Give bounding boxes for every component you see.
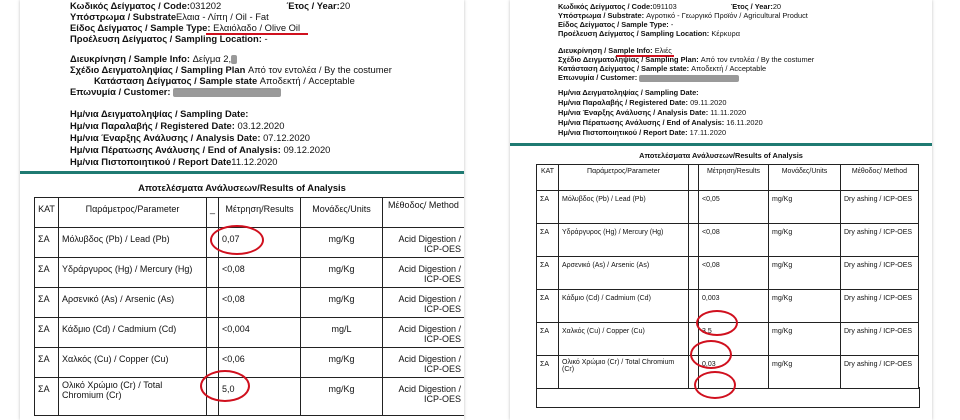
cell-result: <0,08 bbox=[219, 258, 301, 288]
col-units: Μονάδες/Units bbox=[769, 165, 841, 191]
cell-parameter: Κάδμιο (Cd) / Cadmium (Cd) bbox=[559, 290, 689, 323]
table-row bbox=[35, 378, 465, 416]
cell-unit: mg/Kg bbox=[769, 290, 841, 323]
cell-kat: ΣΑ bbox=[35, 228, 59, 258]
redaction-bar bbox=[231, 55, 237, 64]
col-kat: ΚΑΤ bbox=[35, 198, 59, 228]
table-row bbox=[35, 318, 465, 348]
cell-method: Dry ashing / ICP-OES bbox=[841, 224, 919, 257]
customer-line: Επωνυμία / Customer: bbox=[558, 73, 739, 82]
cell-unit: mg/Kg bbox=[769, 224, 841, 257]
table-header-row bbox=[35, 198, 465, 228]
sampling-date-line: Ημ/νια Δειγματοληψίας / Sampling Date: bbox=[70, 108, 249, 119]
table-row bbox=[537, 323, 919, 356]
cell-parameter: Μόλυβδος (Pb) / Lead (Pb) bbox=[59, 228, 207, 258]
section-divider bbox=[510, 143, 932, 146]
cell-method: Acid Digestion / ICP-OES bbox=[383, 288, 465, 318]
substrate-line: Υπόστρωμα / Substrate: Αγροτικό - Γεωργικό Προϊόν / Agricultural Product bbox=[558, 11, 808, 20]
section-divider bbox=[20, 171, 464, 174]
cell-method: Dry ashing / ICP-OES bbox=[841, 323, 919, 356]
cell-method: Dry ashing / ICP-OES bbox=[841, 290, 919, 323]
results-title: Αποτελέσματα Ανάλυσεων/Results of Analysis bbox=[138, 182, 346, 193]
redaction-bar bbox=[173, 88, 281, 97]
cell-parameter: Ολικό Χρώμιο (Cr) / Total Chromium (Cr) bbox=[59, 378, 207, 416]
table-row bbox=[537, 224, 919, 257]
cell-method: Acid Digestion / ICP-OES bbox=[383, 378, 465, 416]
cell-result: <0,08 bbox=[699, 224, 769, 257]
sample-type-line: Είδος Δείγματος / Sample Type: Ελαιόλαδο / Olive Oil bbox=[70, 22, 301, 33]
cell-result: 0,03 bbox=[699, 356, 769, 389]
cell-unit: mg/Kg bbox=[769, 356, 841, 389]
cell-result: <0,004 bbox=[219, 318, 301, 348]
cell-kat: ΣΑ bbox=[35, 348, 59, 378]
col-parameter: Παράμετρος/Parameter bbox=[59, 198, 207, 228]
cell-method: Acid Digestion / ICP-OES bbox=[383, 348, 465, 378]
col-results: Μέτρηση/Results bbox=[219, 198, 301, 228]
end-date-line: Ημ/νια Πέρατωσης Ανάλυσης / End of Analysis: 16.11.2020 bbox=[558, 118, 763, 127]
col-results: Μέτρηση/Results bbox=[699, 165, 769, 191]
cell-method: Acid Digestion / ICP-OES bbox=[383, 228, 465, 258]
cell-unit: mg/Kg bbox=[301, 288, 383, 318]
results-table bbox=[536, 164, 919, 389]
col-units: Μονάδες/Units bbox=[301, 198, 383, 228]
report-right bbox=[510, 0, 932, 420]
cell-parameter: Μόλυβδος (Pb) / Lead (Pb) bbox=[559, 191, 689, 224]
results-title: Αποτελέσματα Ανάλυσεων/Results of Analysis bbox=[639, 151, 803, 160]
cell-parameter: Υδράργυρος (Hg) / Mercury (Hg) bbox=[559, 224, 689, 257]
cell-parameter: Αρσενικό (As) / Arsenic (As) bbox=[59, 288, 207, 318]
table-row bbox=[537, 290, 919, 323]
cell-kat: ΣΑ bbox=[35, 288, 59, 318]
cell-parameter: Υδράργυρος (Hg) / Mercury (Hg) bbox=[59, 258, 207, 288]
cell-parameter: Χαλκός (Cu) / Copper (Cu) bbox=[59, 348, 207, 378]
cell-unit: mg/Kg bbox=[301, 258, 383, 288]
cell-kat: ΣΑ bbox=[35, 258, 59, 288]
cell-parameter: Αρσενικό (As) / Arsenic (As) bbox=[559, 257, 689, 290]
col-dash: _ bbox=[207, 198, 219, 228]
col-method: Μέθοδος/ Method bbox=[841, 165, 919, 191]
cell-result: 0,003 bbox=[699, 290, 769, 323]
report-date-line: Ημ/νια Πιστοποιητικού / Report Date: 17.11.2020 bbox=[558, 128, 727, 137]
cell-unit: mg/Kg bbox=[769, 257, 841, 290]
sampling-date-line: Ημ/νια Δειγματοληψίας / Sampling Date: bbox=[558, 88, 699, 97]
table-empty-row bbox=[536, 387, 920, 408]
plan-line: Σχέδιο Δειγματοληψίας / Sampling Plan Από τον εντολέα / By the costumer bbox=[70, 64, 392, 75]
col-kat: ΚΑΤ bbox=[537, 165, 559, 191]
cell-result: 0,07 bbox=[219, 228, 301, 258]
info-line: Διευκρίνηση / Sample Info: Ελιές bbox=[558, 46, 672, 55]
report-left bbox=[20, 0, 464, 420]
cell-result: 3,5 bbox=[699, 323, 769, 356]
table-row bbox=[35, 258, 465, 288]
cell-unit: mg/L bbox=[301, 318, 383, 348]
cell-kat: ΣΑ bbox=[537, 323, 559, 356]
cell-unit: mg/Kg bbox=[301, 348, 383, 378]
table-row bbox=[35, 288, 465, 318]
analysis-date-line: Ημ/νια Έναρξης Ανάλυσης / Analysis Date: 11.11.2020 bbox=[558, 108, 747, 117]
state-line: Κατάσταση Δείγματος / Sample state Αποδεκτή / Acceptable bbox=[94, 75, 355, 86]
cell-kat: ΣΑ bbox=[537, 224, 559, 257]
cell-unit: mg/Kg bbox=[769, 191, 841, 224]
info-line: Διευκρίνηση / Sample Info: Δείγμα 2, bbox=[70, 53, 237, 64]
table-header-row bbox=[537, 165, 919, 191]
cell-kat: ΣΑ bbox=[537, 191, 559, 224]
cell-result: <0,08 bbox=[219, 288, 301, 318]
table-row bbox=[537, 356, 919, 389]
cell-unit: mg/Kg bbox=[301, 378, 383, 416]
report-date-line: Ημ/νια Πιστοποιητικού / Report Date11.12.2020 bbox=[70, 156, 278, 167]
results-table bbox=[34, 197, 464, 416]
cell-kat: ΣΑ bbox=[35, 318, 59, 348]
cell-kat: ΣΑ bbox=[537, 290, 559, 323]
analysis-date-line: Ημ/νια Έναρξης Ανάλυσης / Analysis Date: 07.12.2020 bbox=[70, 132, 311, 143]
cell-kat: ΣΑ bbox=[537, 356, 559, 389]
code-line: Κωδικός Δείγματος / Code:031202 Έτος / Year:20 bbox=[70, 0, 351, 11]
table-row bbox=[537, 191, 919, 224]
plan-line: Σχέδιο Δειγματοληψίας / Sampling Plan: Από τον εντολέα / By the costumer bbox=[558, 55, 815, 64]
cell-method: Dry ashing / ICP-OES bbox=[841, 257, 919, 290]
customer-line: Επωνυμία / Customer: bbox=[70, 86, 281, 97]
cell-method: Acid Digestion / ICP-OES bbox=[383, 318, 465, 348]
cell-result: 5,0 bbox=[219, 378, 301, 416]
table-row bbox=[35, 348, 465, 378]
cell-parameter: Ολικό Χρώμιο (Cr) / Total Chromium (Cr) bbox=[559, 356, 689, 389]
code-line: Κωδικός Δείγματος / Code:091103 Έτος / Year:20 bbox=[558, 2, 782, 11]
cell-unit: mg/Kg bbox=[301, 228, 383, 258]
cell-method: Acid Digestion / ICP-OES bbox=[383, 258, 465, 288]
cell-kat: ΣΑ bbox=[35, 378, 59, 416]
cell-result: <0,05 bbox=[699, 191, 769, 224]
cell-result: <0,06 bbox=[219, 348, 301, 378]
redaction-bar bbox=[639, 75, 739, 82]
table-row bbox=[35, 228, 465, 258]
substrate-line: Υπόστρωμα / SubstrateΕλαια - Λίπη / Oil - Fat bbox=[70, 11, 269, 22]
col-parameter: Παράμετρος/Parameter bbox=[559, 165, 689, 191]
registered-date-line: Ημ/νια Παραλαβής / Registered Date: 09.11.2020 bbox=[558, 98, 727, 107]
table-row bbox=[537, 257, 919, 290]
state-line: Κατάσταση Δείγματος / Sample state: Αποδεκτή / Acceptable bbox=[558, 64, 767, 73]
cell-parameter: Κάδμιο (Cd) / Cadmium (Cd) bbox=[59, 318, 207, 348]
cell-kat: ΣΑ bbox=[537, 257, 559, 290]
cell-unit: mg/Kg bbox=[769, 323, 841, 356]
location-line: Προέλευση Δείγματος / Sampling Location: - bbox=[70, 33, 268, 44]
location-line: Προέλευση Δείγματος / Sampling Location: Κέρκυρα bbox=[558, 29, 740, 38]
cell-method: Dry ashing / ICP-OES bbox=[841, 356, 919, 389]
cell-parameter: Χαλκός (Cu) / Copper (Cu) bbox=[559, 323, 689, 356]
cell-result: <0,08 bbox=[699, 257, 769, 290]
sample-type-line: Είδος Δείγματος / Sample Type: - bbox=[558, 20, 674, 29]
cell-method: Dry ashing / ICP-OES bbox=[841, 191, 919, 224]
col-method: Μέθοδος/ Method bbox=[383, 198, 465, 228]
end-date-line: Ημ/νια Πέρατωσης Ανάλυσης / End of Analysis: 09.12.2020 bbox=[70, 144, 331, 155]
registered-date-line: Ημ/νια Παραλαβής / Registered Date: 03.12.2020 bbox=[70, 120, 285, 131]
